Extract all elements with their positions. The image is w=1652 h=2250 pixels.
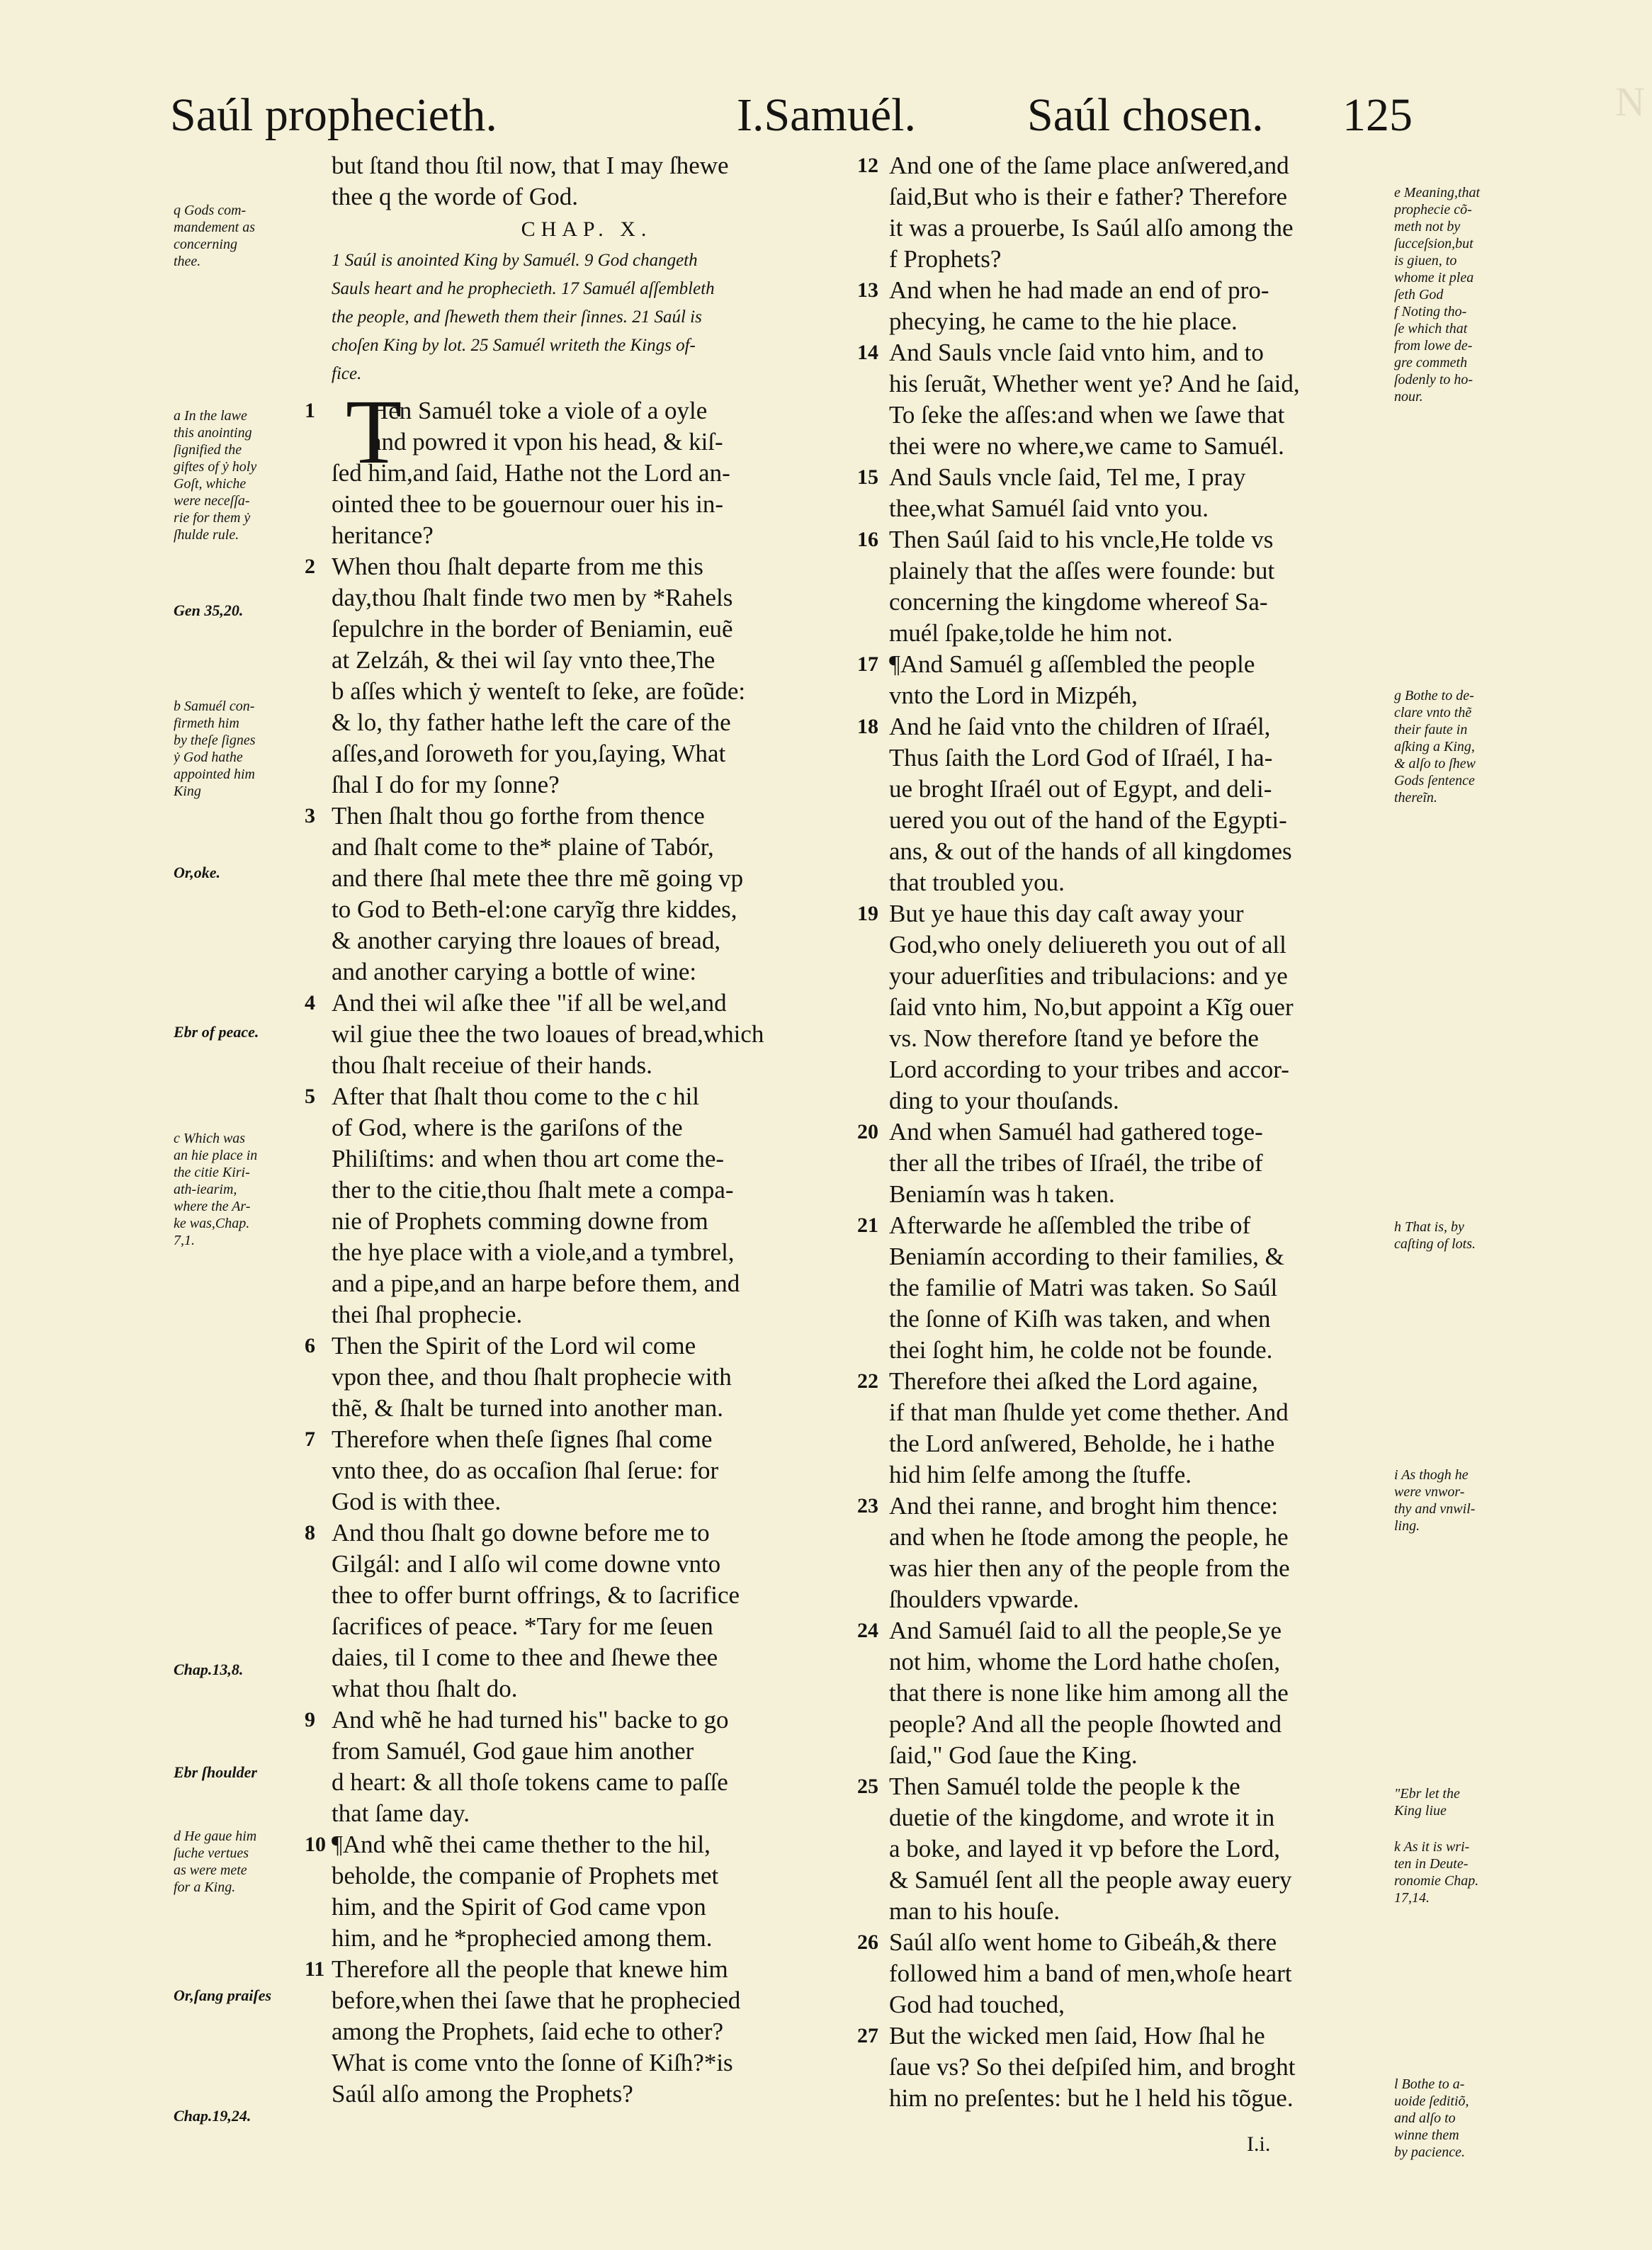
verse-number: 6 [305, 1334, 315, 1357]
body-line: of God, where is the gariſons of the [332, 1114, 683, 1141]
body-line: people? And all the people ſhowted and [889, 1710, 1282, 1738]
margin-note-line: by theſe ſignes [174, 733, 256, 748]
verse-number: 18 [857, 715, 878, 738]
margin-note-line: b Samuél con- [174, 699, 255, 714]
margin-note-line: ſe which that [1394, 321, 1468, 337]
margin-note-line: the citie Kiri- [174, 1165, 250, 1180]
body-line: ſhoulders vpwarde. [889, 1585, 1080, 1613]
margin-note-line: e Meaning,that [1394, 185, 1481, 200]
body-line: it was a prouerbe, Is Saúl alſo among the [889, 214, 1294, 242]
body-line: ſaid vnto him, No,but appoint a Kĩg ouer [889, 993, 1294, 1021]
margin-note [174, 1130, 294, 1249]
body-line: and ſhalt come to the* plaine of Tabór, [332, 833, 714, 861]
body-line: aſſes,and ſoroweth for you,ſaying, What [332, 740, 726, 767]
body-line: ue broght Iſraél out of Egypt, and deli- [889, 775, 1272, 803]
body-line: daies, til I come to thee and ſhewe thee [332, 1644, 718, 1671]
margin-note-line: q Gods com- [174, 203, 247, 218]
verse-number: 15 [857, 465, 878, 489]
body-line: concerning the kingdome whereof Sa- [889, 588, 1268, 616]
margin-note-line: d He gaue him [174, 1828, 257, 1844]
margin-note-line: Gods ſentence [1394, 773, 1475, 788]
body-line: Therefore when theſe ſignes ſhal come [332, 1425, 713, 1453]
body-line: ¶And whẽ thei came thether to the hil, [332, 1831, 711, 1858]
body-line: And Samuél ſaid to all the people,Se ye [889, 1617, 1282, 1644]
margin-note-line: were neceſſa- [174, 493, 250, 509]
body-line: Beniamín according to their families, & [889, 1243, 1284, 1270]
body-line: ſaue vs? So thei deſpiſed him, and broght [889, 2053, 1296, 2081]
margin-note [174, 602, 294, 619]
verse-number: 23 [857, 1494, 878, 1517]
body-line: nie of Prophets comming downe from [332, 1207, 708, 1235]
margin-note-line: prophecie cõ- [1394, 202, 1472, 217]
body-line: to God to Beth-el:one caryĩg thre kiddes, [332, 895, 737, 923]
body-line: hid him ſelfe among the ſtuffe. [889, 1461, 1192, 1488]
body-line: the Lord anſwered, Beholde, he i hathe [889, 1430, 1275, 1457]
margin-note-line: h That is, by [1394, 1219, 1464, 1235]
body-line: f Prophets? [889, 245, 1002, 273]
body-line: God,who onely deliuereth you out of all [889, 931, 1286, 959]
signature-mark: I.i. [1247, 2132, 1271, 2156]
body-line: d heart: & all thoſe tokens came to paſſe [332, 1768, 728, 1796]
body-line: muél ſpake,tolde he him not. [889, 619, 1173, 647]
body-line: beholde, the companie of Prophets met [332, 1862, 719, 1889]
chapter-argument-line: 1 Saúl is anointed King by Samuél. 9 God changeth [332, 251, 698, 270]
margin-note-line: c Which was [174, 1131, 246, 1146]
body-line: and another carying a bottle of wine: [332, 958, 697, 985]
margin-note-line: 17,14. [1394, 1890, 1430, 1906]
body-line: from Samuél, God gaue him another [332, 1737, 694, 1765]
body-line: and there ſhal mete thee thre mẽ going vp [332, 864, 744, 892]
margin-note-line: and alſo to [1394, 2110, 1456, 2126]
body-line: wil giue thee the two loaues of bread,which [332, 1020, 764, 1048]
margin-note-line: Goſt, whiche [174, 476, 247, 492]
body-line: ther to the citie,thou ſhalt mete a compa- [332, 1176, 734, 1204]
margin-note-line: thereĩn. [1394, 790, 1437, 805]
body-line: Saúl alſo among the Prophets? [332, 2080, 633, 2108]
body-line: thei were no where,we came to Samuél. [889, 432, 1284, 460]
body-line: the familie of Matri was taken. So Saúl [889, 1274, 1278, 1301]
verse-number: 3 [305, 804, 315, 827]
margin-note-line: caſting of lots. [1394, 1236, 1476, 1252]
drop-cap: T [346, 381, 402, 483]
body-line: vnto thee, do as occaſion ſhal ſerue: for [332, 1457, 719, 1484]
margin-note-line: k As it is wri- [1394, 1839, 1470, 1855]
body-line: & lo, thy father hathe left the care of the [332, 708, 731, 736]
margin-note-line: ſeth God [1394, 287, 1444, 303]
margin-note-line: & alſo to ſhew [1394, 756, 1476, 771]
chapter-argument-line: choſen King by lot. 25 Samuél writeth the Kings of- [332, 336, 696, 355]
body-line: b aſſes which ẏ wenteſt to ſeke, are foũde: [332, 677, 746, 705]
margin-note-line: rie for them ẏ [174, 510, 251, 526]
body-line: vs. Now therefore ſtand ye before the [889, 1024, 1259, 1052]
margin-note-line: Chap.19,24. [174, 2108, 251, 2125]
body-line: uered you out of the hand of the Egypti- [889, 806, 1287, 834]
body-line: him, and he *prophecied among them. [332, 1924, 713, 1952]
body-line: And when Samuél had gathered toge- [889, 1118, 1263, 1146]
body-line: followed him a band of men,whoſe heart [889, 1960, 1292, 1987]
body-line: the ſonne of Kiſh was taken, and when [889, 1305, 1271, 1333]
body-line: ointed thee to be gouernour ouer his in- [332, 490, 724, 518]
margin-note [174, 864, 294, 881]
body-line: thei ſhal prophecie. [332, 1301, 523, 1328]
body-line: Saúl alſo went home to Gibeáh,& there [889, 1928, 1277, 1956]
body-line: ſepulchre in the border of Beniamin, euẽ [332, 615, 733, 643]
body-line: ans, & out of the hands of all kingdomes [889, 837, 1292, 865]
body-line: ſaid," God ſaue the King. [889, 1741, 1138, 1769]
verse-number: 26 [857, 1930, 878, 1954]
margin-note-line: ſignified the [174, 442, 242, 458]
margin-note-line: concerning [174, 237, 237, 252]
body-line: vnto the Lord in Mizpéh, [889, 682, 1138, 709]
margin-note-line: f Noting tho- [1394, 304, 1467, 320]
margin-note-line: firmeth him [174, 716, 239, 731]
body-line: was hier then any of the people from the [889, 1554, 1290, 1582]
body-line: Lord according to your tribes and accor- [889, 1056, 1289, 1083]
verse-number: 4 [305, 991, 315, 1014]
margin-note-line: ath-iearim, [174, 1182, 237, 1197]
body-line: God is with thee. [332, 1488, 502, 1515]
verse-number: 22 [857, 1369, 878, 1393]
margin-note-line: 7,1. [174, 1233, 195, 1248]
margin-note-line: gre commeth [1394, 355, 1468, 371]
margin-note-line: clare vnto thẽ [1394, 705, 1472, 720]
margin-note-line: a In the lawe [174, 408, 247, 424]
body-line: and a pipe,and an harpe before them, and [332, 1270, 740, 1297]
body-line: And one of the ſame place anſwered,and [889, 152, 1289, 179]
body-line: Then ſhalt thou go forthe from thence [332, 802, 705, 830]
body-line: ſaid,But who is their e father? Therefore [889, 183, 1288, 210]
margin-note-line: Chap.13,8. [174, 1661, 244, 1678]
margin-note-line: Ebr of peace. [174, 1024, 259, 1041]
margin-note [174, 1764, 294, 1781]
margin-note-line: for a King. [174, 1879, 236, 1895]
verse-number: 11 [305, 1957, 325, 1981]
margin-note [174, 1661, 294, 1678]
body-line: Hen Samuél toke a viole of a oyle [370, 397, 708, 424]
verse-number: 19 [857, 902, 878, 925]
body-line: that there is none like him among all the [889, 1679, 1289, 1707]
margin-note-line: uoide ſeditiõ, [1394, 2093, 1469, 2109]
margin-note-line: ſucceſsion,but [1394, 236, 1473, 251]
margin-note [1394, 1219, 1522, 1253]
margin-note-line: ke was,Chap. [174, 1216, 250, 1231]
margin-note-line: is giuen, to [1394, 253, 1457, 268]
margin-note-line: where the Ar- [174, 1199, 251, 1214]
body-line: And when he had made an end of pro- [889, 276, 1269, 304]
verse-number: 16 [857, 528, 878, 551]
margin-note-line: ſhulde rule. [174, 527, 239, 543]
verse-number: 12 [857, 154, 878, 177]
chapter-argument-line: Sauls heart and he prophecieth. 17 Samuél aſſembleth [332, 279, 715, 298]
body-line: that troubled you. [889, 869, 1065, 896]
body-line: God had touched, [889, 1991, 1065, 2018]
margin-note-line: their faute in [1394, 722, 1468, 737]
body-line: ther all the tribes of Iſraél, the tribe of [889, 1149, 1263, 1177]
margin-note-line: King [174, 784, 201, 799]
margin-note [1394, 1785, 1522, 1819]
verse-number: 13 [857, 278, 878, 302]
margin-note [174, 1987, 294, 2004]
verse-number: 8 [305, 1521, 315, 1544]
margin-note-line: appointed him [174, 767, 255, 782]
header-center-title: I.Samuél. [737, 89, 916, 141]
margin-note-line: this anointing [174, 425, 252, 441]
margin-note [174, 698, 294, 800]
body-line: thou ſhalt receiue of their hands. [332, 1051, 652, 1079]
body-line: man to his houſe. [889, 1897, 1060, 1925]
verse-number: 25 [857, 1775, 878, 1798]
verse-number: 5 [305, 1085, 315, 1108]
margin-note-line: nour. [1394, 389, 1423, 405]
body-line: What is come vnto the ſonne of Kiſh?*is [332, 2049, 733, 2076]
header-right-title: Saúl chosen. [1027, 89, 1264, 141]
body-line: the hye place with a viole,and a tymbrel, [332, 1238, 735, 1266]
margin-note-line: Ebr ſhoulder [174, 1764, 257, 1781]
verse-number: 21 [857, 1214, 878, 1237]
body-line: But the wicked men ſaid, How ſhal he [889, 2022, 1265, 2050]
body-line: But ye haue this day caſt away your [889, 900, 1244, 927]
margin-note-line: by pacience. [1394, 2144, 1465, 2160]
body-line: him no preſentes: but he l held his tõgue. [889, 2084, 1294, 2112]
body-line: ſacrifices of peace. *Tary for me ſeuen [332, 1612, 713, 1640]
chapter-argument-line: fice. [332, 364, 362, 383]
body-line: And thei ranne, and broght him thence: [889, 1492, 1279, 1520]
body-line: Therefore all the people that knewe him [332, 1955, 728, 1983]
bleed-through-letter: N [1615, 79, 1645, 125]
body-line: ding to your thouſands. [889, 1087, 1119, 1114]
left-column [332, 150, 842, 2110]
body-line: And Sauls vncle ſaid vnto him, and to [889, 339, 1264, 366]
body-line: To ſeke the aſſes:and when we ſawe that [889, 401, 1285, 429]
body-line: not him, whome the Lord hathe choſen, [889, 1648, 1281, 1675]
body-line: & another carying thre loaues of bread, [332, 927, 721, 954]
margin-note-line: thy and vnwil- [1394, 1501, 1476, 1517]
body-line: vpon thee, and thou ſhalt prophecie with [332, 1363, 732, 1391]
body-line: Afterwarde he aſſembled the tribe of [889, 1211, 1251, 1239]
margin-note-line: aſking a King, [1394, 739, 1475, 754]
verse-number: 2 [305, 555, 315, 578]
margin-note-line: ling. [1394, 1518, 1420, 1534]
body-line: thee to offer burnt offrings, & to ſacrifice [332, 1581, 740, 1609]
margin-note-line: meth not by [1394, 219, 1461, 234]
body-line: And whẽ he had turned his" backe to go [332, 1706, 729, 1734]
margin-note-line: ten in Deute- [1394, 1856, 1469, 1872]
body-line: day,thou ſhalt finde two men by *Rahels [332, 584, 733, 611]
verse-number: 24 [857, 1619, 878, 1642]
margin-note-line: ẏ God hathe [174, 750, 243, 765]
body-line: Philiſtims: and when thou art come the- [332, 1145, 725, 1172]
margin-note [1394, 2076, 1522, 2161]
margin-note-line: mandement as [174, 220, 255, 235]
margin-note-line: from lowe de- [1394, 338, 1473, 354]
body-line: And Sauls vncle ſaid, Tel me, I pray [889, 463, 1246, 491]
body-line: thei ſoght him, he colde not be founde. [889, 1336, 1273, 1364]
body-line: And thou ſhalt go downe before me to [332, 1519, 710, 1547]
verse-number: 20 [857, 1120, 878, 1143]
margin-note-line: g Bothe to de- [1394, 688, 1474, 703]
margin-note [1394, 184, 1522, 405]
margin-note-line: King liue [1394, 1803, 1447, 1819]
body-line: his ſeruãt, Whether went ye? And he ſaid, [889, 370, 1300, 397]
body-line: And he ſaid vnto the children of Iſraél, [889, 713, 1271, 740]
body-line: your aduerſities and tribulacions: and ye [889, 962, 1288, 990]
margin-note-line: were vnwor- [1394, 1484, 1465, 1500]
body-line: a boke, and layed it vp before the Lord, [889, 1835, 1281, 1862]
verse-number: 14 [857, 341, 878, 364]
margin-note-line: whome it plea [1394, 270, 1474, 286]
body-line: Thus ſaith the Lord God of Iſraél, I ha- [889, 744, 1273, 771]
body-line: phecying, he came to the hie place. [889, 307, 1238, 335]
verse-number: 1 [305, 399, 315, 422]
body-line: duetie of the kingdome, and wrote it in [889, 1804, 1275, 1831]
body-line: if that man ſhulde yet come thether. And [889, 1398, 1289, 1426]
body-line: and powred it vpon his head, & kiſ- [370, 428, 723, 456]
verse-number: 27 [857, 2024, 878, 2047]
verse-number: 10 [305, 1833, 326, 1856]
body-line: Gilgál: and I alſo wil come downe vnto [332, 1550, 721, 1578]
margin-note-line: ſodenly to ho- [1394, 372, 1473, 388]
body-line: thee q the worde of God. [332, 183, 578, 210]
body-line: heritance? [332, 521, 434, 549]
margin-note-line: giftes of ẏ holy [174, 459, 257, 475]
body-line: & Samuél ſent all the people away euery [889, 1866, 1292, 1894]
margin-note-line: i As thogh he [1394, 1467, 1469, 1483]
body-line: When thou ſhalt departe from me this [332, 553, 703, 580]
verse-number: 17 [857, 652, 878, 676]
verse-number: 9 [305, 1708, 315, 1731]
margin-note [174, 1024, 294, 1041]
margin-note-line: winne them [1394, 2127, 1459, 2143]
body-line: And thei wil aſke thee "if all be wel,and [332, 989, 727, 1017]
body-line: thẽ, & ſhalt be turned into another man. [332, 1394, 724, 1422]
body-line: before,when thei ſawe that he prophecied [332, 1986, 741, 2014]
chapter-argument-line: the people, and ſheweth them their ſinnes. 21 Saúl is [332, 307, 702, 327]
body-line: Beniamín was h taken. [889, 1180, 1115, 1208]
margin-note [174, 407, 294, 543]
margin-note-line: "Ebr let the [1394, 1786, 1460, 1802]
margin-note [174, 2108, 294, 2125]
margin-note-line: thee. [174, 254, 201, 269]
body-line: Then Samuél tolde the people k the [889, 1773, 1240, 1800]
body-line: thee,what Samuél ſaid vnto you. [889, 494, 1209, 522]
body-line: ſhal I do for my ſonne? [332, 771, 560, 798]
body-line: among the Prophets, ſaid eche to other? [332, 2018, 724, 2045]
margin-note-line: an hie place in [174, 1148, 258, 1163]
margin-note [174, 202, 294, 270]
body-line: ſed him,and ſaid, Hathe not the Lord an- [332, 459, 730, 487]
margin-note [174, 1828, 294, 1896]
body-line: and when he ſtode among the people, he [889, 1523, 1289, 1551]
body-line: at Zelzáh, & thei wil ſay vnto thee,The [332, 646, 715, 674]
margin-note-line: ſuche vertues [174, 1845, 249, 1861]
right-column [889, 150, 1392, 2114]
margin-note-line: as were mete [174, 1862, 247, 1878]
body-line: plainely that the aſſes were founde: but [889, 557, 1275, 584]
page-number: 125 [1342, 89, 1413, 141]
margin-note-line: Gen 35,20. [174, 602, 244, 619]
margin-note [1394, 1466, 1522, 1534]
margin-note-line: Or,ſang praiſes [174, 1987, 272, 2004]
body-line: ¶And Samuél g aſſembled the people [889, 650, 1255, 678]
body-line: him, and the Spirit of God came vpon [332, 1893, 706, 1921]
header-left-title: Saúl prophecieth. [170, 89, 497, 141]
body-line: Then Saúl ſaid to his vncle,He tolde vs [889, 526, 1274, 553]
margin-note-line: l Bothe to a- [1394, 2076, 1465, 2092]
body-line: After that ſhalt thou come to the c hil [332, 1082, 700, 1110]
body-line: Then the Spirit of the Lord wil come [332, 1332, 696, 1359]
body-line: that ſame day. [332, 1799, 470, 1827]
body-line: but ſtand thou ſtil now, that I may ſhewe [332, 152, 729, 179]
body-line: Therefore thei aſked the Lord againe, [889, 1367, 1258, 1395]
verse-number: 7 [305, 1428, 315, 1451]
margin-note-line: Or,oke. [174, 864, 220, 881]
chapter-heading: CHAP. X. [521, 217, 652, 241]
body-line: what thou ſhalt do. [332, 1675, 518, 1702]
margin-note [1394, 687, 1522, 806]
margin-note-line: ronomie Chap. [1394, 1873, 1479, 1889]
margin-note [1394, 1838, 1522, 1906]
